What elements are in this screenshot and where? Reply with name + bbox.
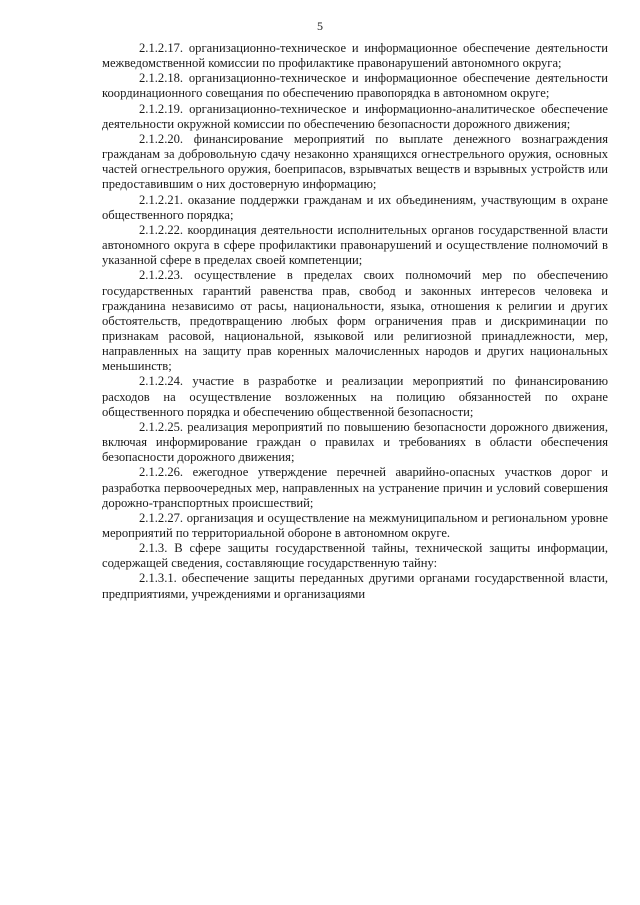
paragraph-2-1-2-27: 2.1.2.27. организация и осуществление на межмуниципальном и региональном уровне мероприятий по территориальной обороне в автономном округе. (102, 510, 608, 540)
paragraph-2-1-3: 2.1.3. В сфере защиты государственной тайны, технической защиты информации, содержащей сведения, составляющие государственную тайну: (102, 541, 608, 571)
paragraph-2-1-2-26: 2.1.2.26. ежегодное утверждение перечней аварийно-опасных участков дорог и разработка первоочередных мер, направленных на устранение причин и условий совершения дорожно-транспортных происшествий; (102, 465, 608, 510)
paragraph-2-1-2-23: 2.1.2.23. осуществление в пределах своих полномочий мер по обеспечению государственных гарантий равенства прав, свобод и законных интересов человека и гражданина независимо от расы, национальности, языка, отношения к религии и других обстоятельств, предотвращению любых форм ограничения прав и дискриминации по признакам расовой, национальной, языковой или религиозной принадлежности, мер, направленных на защиту прав коренных малочисленных народов и других национальных меньшинств; (102, 268, 608, 374)
paragraph-2-1-2-22: 2.1.2.22. координация деятельности исполнительных органов государственной власти автономного округа в сфере профилактики правонарушений и осуществление полномочий в указанной сфере в пределах своей компетенции; (102, 222, 608, 268)
paragraph-2-1-2-25: 2.1.2.25. реализация мероприятий по повышению безопасности дорожного движения, включая информирование граждан о правилах и требованиях в области обеспечения безопасности дорожного движения; (102, 419, 608, 465)
paragraph-2-1-2-18: 2.1.2.18. организационно-техническое и информационное обеспечение деятельности координационного совещания по обеспечению правопорядка в автономном округе; (102, 71, 608, 101)
document-body (102, 41, 608, 602)
paragraph-2-1-2-19: 2.1.2.19. организационно-техническое и информационно-аналитическое обеспечение деятельности окружной комиссии по обеспечению безопасности дорожного движения; (102, 101, 608, 131)
paragraph-2-1-2-24: 2.1.2.24. участие в разработке и реализации мероприятий по финансированию расходов на осуществление возложенных на полицию обязанностей по охране общественного порядка и обеспечению общественной безопасности; (102, 374, 608, 419)
paragraph-2-1-2-17: 2.1.2.17. организационно-техническое и информационное обеспечение деятельности межведомственной комиссии по профилактике правонарушений автономного округа; (102, 41, 608, 71)
paragraph-2-1-2-20: 2.1.2.20. финансирование мероприятий по выплате денежного вознаграждения гражданам за добровольную сдачу незаконно хранящихся огнестрельного оружия, основных частей огнестрельного оружия, боеприпасов, взрывчатых веществ и взрывных устройств или предоставившим о них достоверную информацию; (102, 131, 608, 192)
page-number: 5 (317, 19, 323, 33)
paragraph-2-1-2-21: 2.1.2.21. оказание поддержки гражданам и их объединениям, участвующим в охране общественного порядка; (102, 192, 608, 222)
paragraph-2-1-3-1: 2.1.3.1. обеспечение защиты переданных другими органами государственной власти, предприятиями, учреждениями и организациями (102, 571, 608, 601)
